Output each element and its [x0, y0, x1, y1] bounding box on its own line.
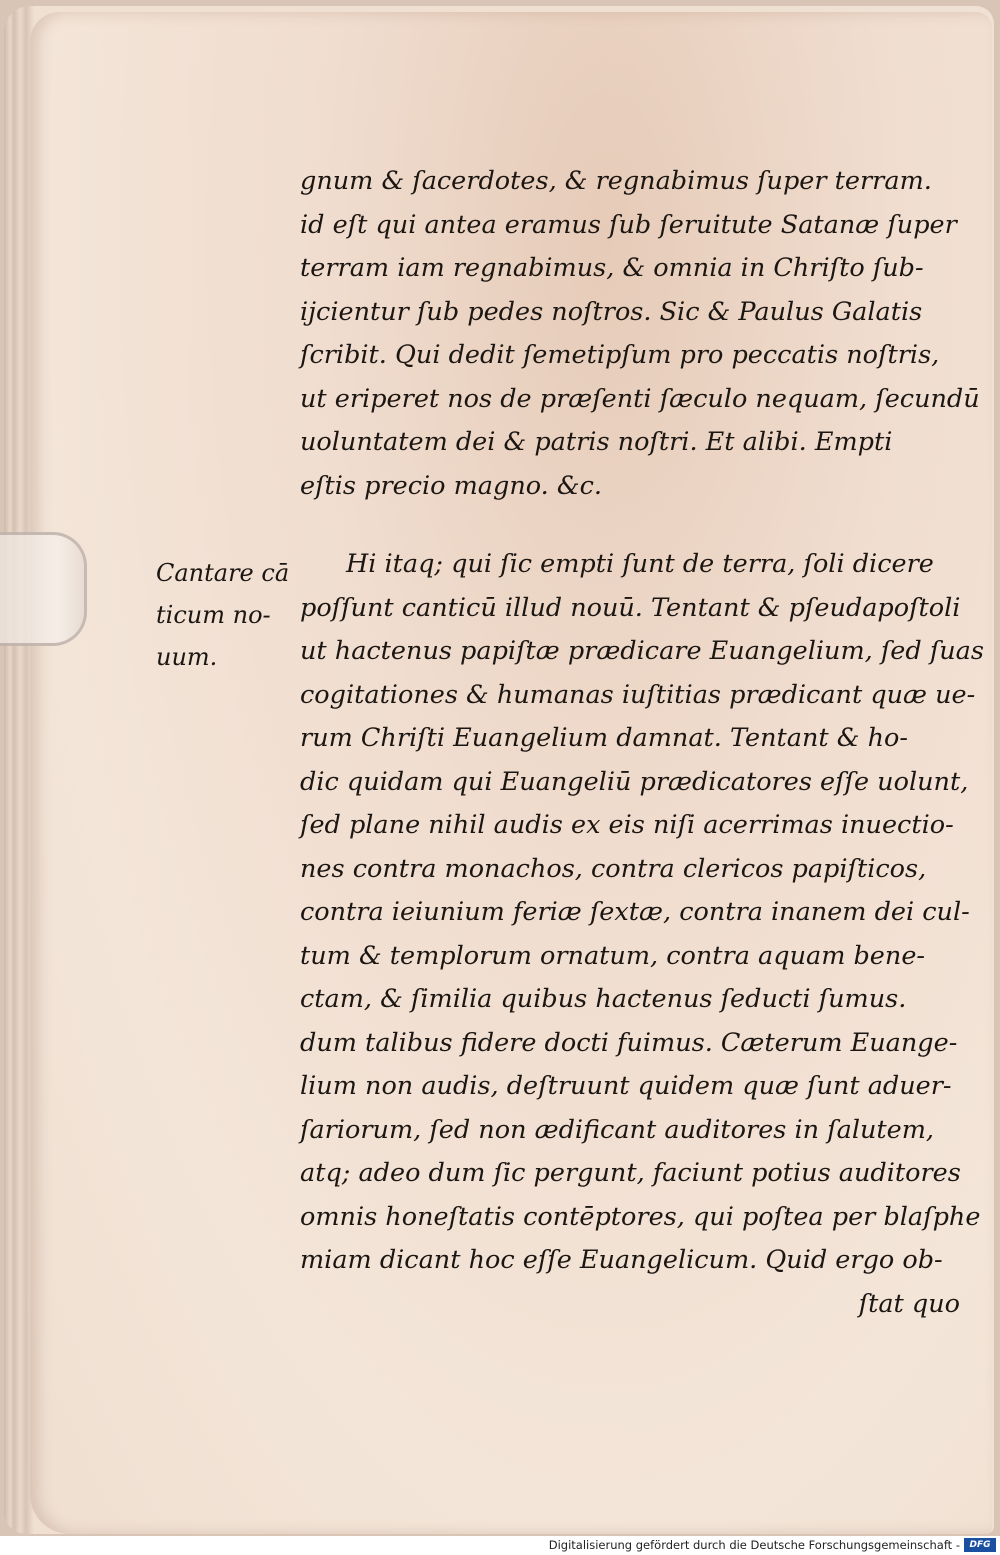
marginal-note [156, 552, 296, 678]
text-line: gnum & ſacerdotes, & regnabimus ſuper terram. [300, 166, 932, 196]
funding-credit: Digitalisierung gefördert durch die Deutsche Forschungsgemeinschaft - [548, 1538, 960, 1552]
text-line: ut hactenus papiſtæ prædicare Euangelium, ſed ſuas [300, 636, 984, 666]
catchword: ſtat quo [858, 1288, 960, 1319]
main-text-block [300, 160, 984, 1326]
text-line: eſtis precio magno. &c. [300, 470, 602, 501]
paper-clip-tab [0, 532, 87, 646]
text-line: tum & templorum ornatum, contra aquam bene- [300, 940, 926, 971]
footer-bar [0, 1536, 1000, 1555]
text-line: ijcientur ſub pedes noſtros. Sic & Paulus Galatis [300, 296, 923, 327]
text-line: atq; adeo dum ſic pergunt, faciunt potius auditores [300, 1158, 961, 1188]
marginal-line: Cantare cā [156, 559, 290, 587]
text-line: terram iam regnabimus, & omnia in Chriſto ſub- [300, 253, 924, 283]
text-line: ſariorum, ſed non ædificant auditores in ſalutem, [300, 1114, 935, 1145]
text-line: ctam, & ſimilia quibus hactenus ſeducti ſumus. [300, 984, 907, 1014]
dfg-logo: DFG [964, 1538, 996, 1552]
text-line: Hi itaq; qui ſic empti ſunt de terra, ſoli dicere [346, 549, 934, 579]
text-line: uoluntatem dei & patris noſtri. Et alibi. Empti [300, 427, 893, 457]
text-line: cogitationes & humanas iuſtitias prædicant quæ ue- [300, 679, 976, 710]
text-line: ut eriperet nos de præſenti ſæculo nequam, ſecundū [300, 383, 980, 414]
text-line: rum Chriſti Euangelium damnat. Tentant & ho- [300, 723, 908, 753]
text-line: contra ieiunium feriæ ſextæ, contra inanem dei cul- [300, 897, 970, 927]
paragraph-2 [300, 543, 984, 1326]
text-line: lium non audis, deſtruunt quidem quæ ſunt aduer- [300, 1071, 952, 1101]
text-line: omnis honeſtatis contēptores, qui poſtea per blaſphe [300, 1201, 981, 1232]
text-line: id eſt qui antea eramus ſub ſeruitute Satanæ ſuper [300, 209, 957, 240]
text-line: miam dicant hoc eſſe Euangelicum. Quid ergo ob- [300, 1245, 943, 1275]
text-line: poſſunt canticū illud nouū. Tentant & pſeudapoſtoli [300, 592, 961, 623]
marginal-line: ticum no- [156, 601, 271, 629]
text-line: dum talibus fidere docti fuimus. Cæterum Euange- [300, 1027, 958, 1058]
paragraph-1 [300, 160, 980, 508]
text-line: ſcribit. Qui dedit ſemetipſum pro peccatis noſtris, [300, 340, 940, 370]
text-line: ſed plane nihil audis ex eis niſi acerrimas inuectio- [300, 810, 954, 840]
text-line: nes contra monachos, contra clericos papiſticos, [300, 853, 927, 884]
text-line: dic quidam qui Euangeliū prædicatores eſſe uolunt, [300, 766, 969, 797]
marginal-line: uum. [156, 643, 218, 671]
